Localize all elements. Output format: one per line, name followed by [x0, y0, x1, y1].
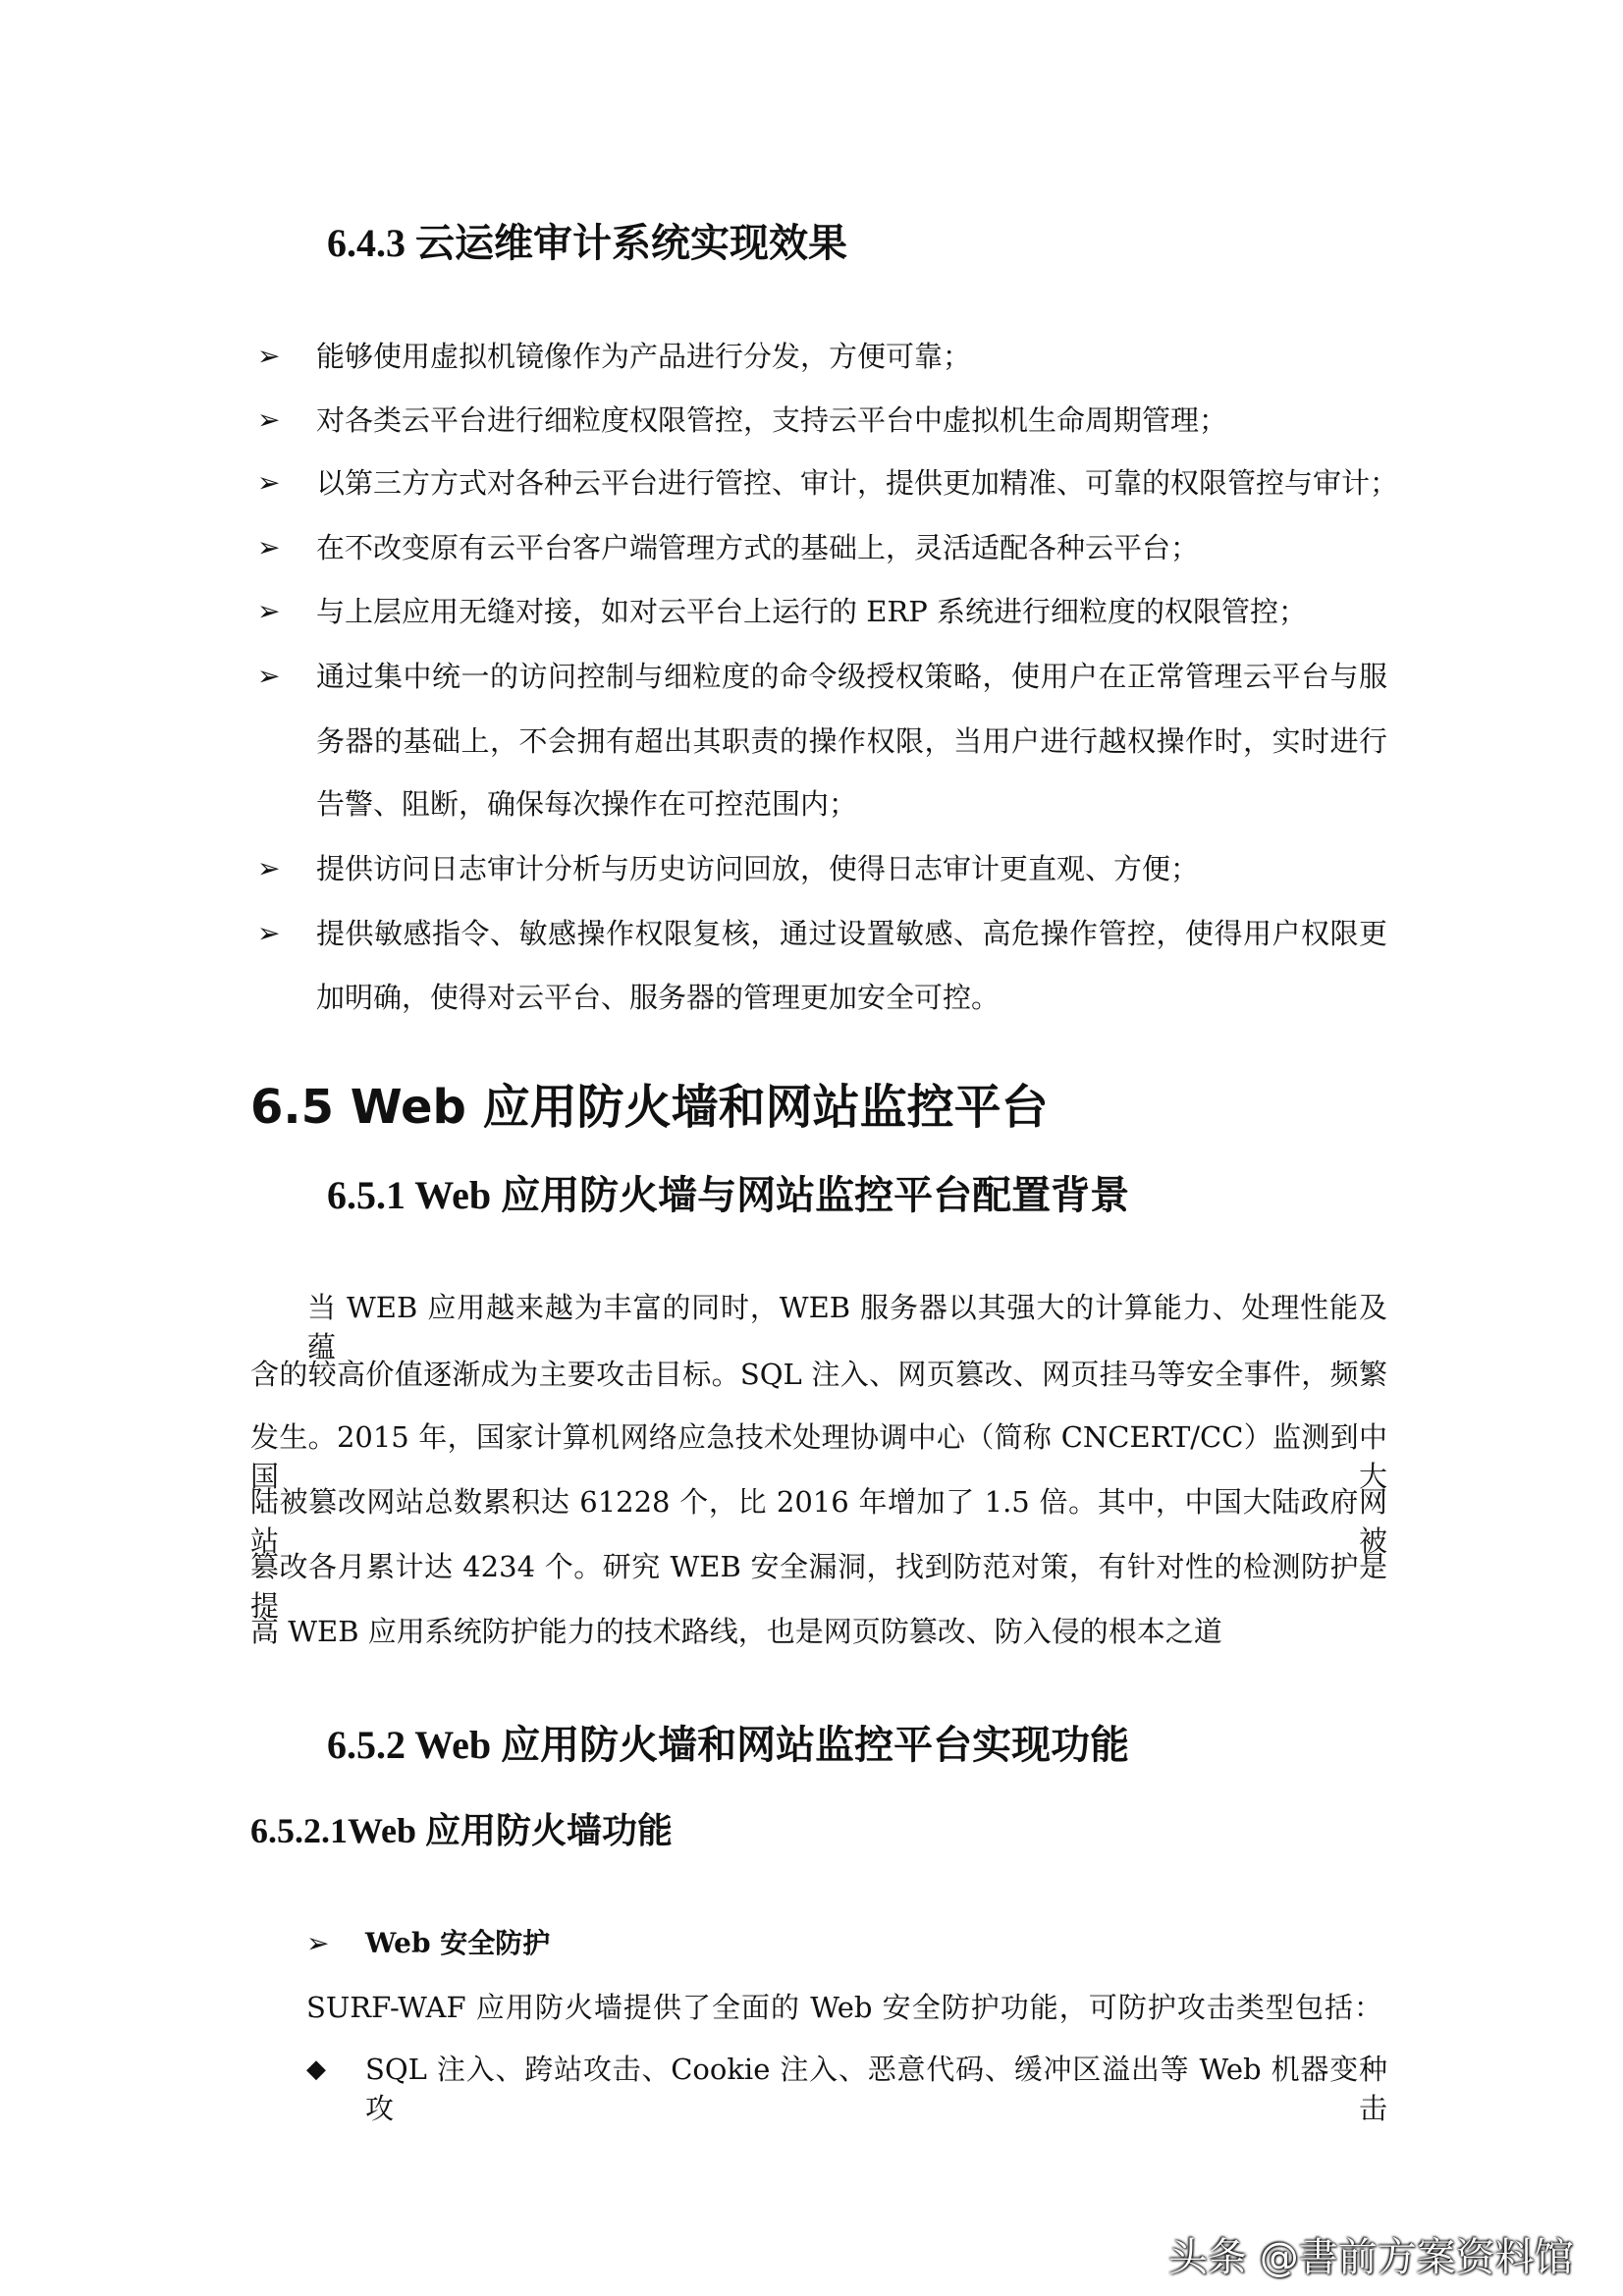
- bullet-arrow-icon: ➢: [257, 917, 281, 949]
- diamond-bullet-icon: ◆: [306, 2055, 326, 2084]
- bullet-arrow-icon: ➢: [257, 852, 281, 884]
- bullet-arrow-icon: ➢: [257, 466, 281, 499]
- bullet-arrow-icon: ➢: [257, 403, 281, 436]
- bullet-item: 提供敏感指令、敏感操作权限复核，通过设置敏感、高危操作管控，使得用户权限更: [316, 917, 1387, 950]
- bullet-item: 在不改变原有云平台客户端管理方式的基础上，灵活适配各种云平台；: [316, 531, 1200, 564]
- heading-6-5: 6.5 Web 应用防火墙和网站监控平台: [250, 1080, 1049, 1135]
- heading-6-5-1: 6.5.1 Web 应用防火墙与网站监控平台配置背景: [327, 1173, 1130, 1217]
- bullet-item: 加明确，使得对云平台、服务器的管理更加安全可控。: [316, 981, 1001, 1014]
- bullet-arrow-icon: ➢: [257, 340, 281, 372]
- bullet-item: 提供访问日志审计分析与历史访问回放，使得日志审计更直观、方便；: [316, 852, 1200, 885]
- paragraph-line: 发生。2015 年，国家计算机网络应急技术处理协调中心（简称 CNCERT/CC）监测到中国大: [250, 1420, 1387, 1493]
- bullet-item: 能够使用虚拟机镜像作为产品进行分发，方便可靠；: [316, 340, 972, 373]
- bullet-item: 通过集中统一的访问控制与细粒度的命令级授权策略，使用户在正常管理云平台与服: [316, 660, 1387, 693]
- paragraph-line: 当 WEB 应用越来越为丰富的同时，WEB 服务器以其强大的计算能力、处理性能及蕴: [307, 1291, 1387, 1363]
- paragraph-line: 高 WEB 应用系统防护能力的技术路线，也是网页防篡改、防入侵的根本之道: [250, 1615, 1222, 1648]
- watermark: 头条 @書前方案资料馆: [1168, 2235, 1574, 2280]
- heading-6-4-3: 6.4.3 云运维审计系统实现效果: [327, 221, 847, 265]
- bullet-arrow-icon: ➢: [257, 531, 281, 563]
- bullet-arrow-icon: ➢: [257, 660, 281, 692]
- paragraph-line: 陆被篡改网站总数累积达 61228 个，比 2016 年增加了 1.5 倍。其中，中国大陆政府网站被: [250, 1485, 1387, 1558]
- bullet-item: 告警、阻断，确保每次操作在可控范围内；: [316, 787, 858, 821]
- surf-waf-line: SURF-WAF 应用防火墙提供了全面的 Web 安全防护功能，可防护攻击类型包括：: [306, 1991, 1382, 2024]
- bullet-item: 务器的基础上，不会拥有超出其职责的操作权限，当用户进行越权操作时，实时进行: [316, 724, 1387, 758]
- heading-6-5-2-1: 6.5.2.1Web 应用防火墙功能: [250, 1811, 674, 1850]
- paragraph-line: 含的较高价值逐渐成为主要攻击目标。SQL 注入、网页篡改、网页挂马等安全事件，频繁: [250, 1358, 1387, 1391]
- bullet-item: 对各类云平台进行细粒度权限管控，支持云平台中虚拟机生命周期管理；: [316, 403, 1228, 437]
- heading-6-5-2: 6.5.2 Web 应用防火墙和网站监控平台实现功能: [327, 1723, 1130, 1767]
- bullet-arrow-icon: ➢: [257, 595, 281, 627]
- bullet-item: 以第三方方式对各种云平台进行管控、审计，提供更加精准、可靠的权限管控与审计；: [316, 466, 1399, 500]
- diamond-item: SQL 注入、跨站攻击、Cookie 注入、恶意代码、缓冲区溢出等 Web 机器变种攻击: [365, 2053, 1387, 2125]
- paragraph-line: 篡改各月累计达 4234 个。研究 WEB 安全漏洞，找到防范对策，有针对性的检测防护是提: [250, 1550, 1387, 1623]
- sub-bullet-web-security: Web 安全防护: [365, 1927, 551, 1959]
- bullet-arrow-icon: ➢: [306, 1927, 330, 1959]
- bullet-item: 与上层应用无缝对接，如对云平台上运行的 ERP 系统进行细粒度的权限管控；: [316, 595, 1307, 628]
